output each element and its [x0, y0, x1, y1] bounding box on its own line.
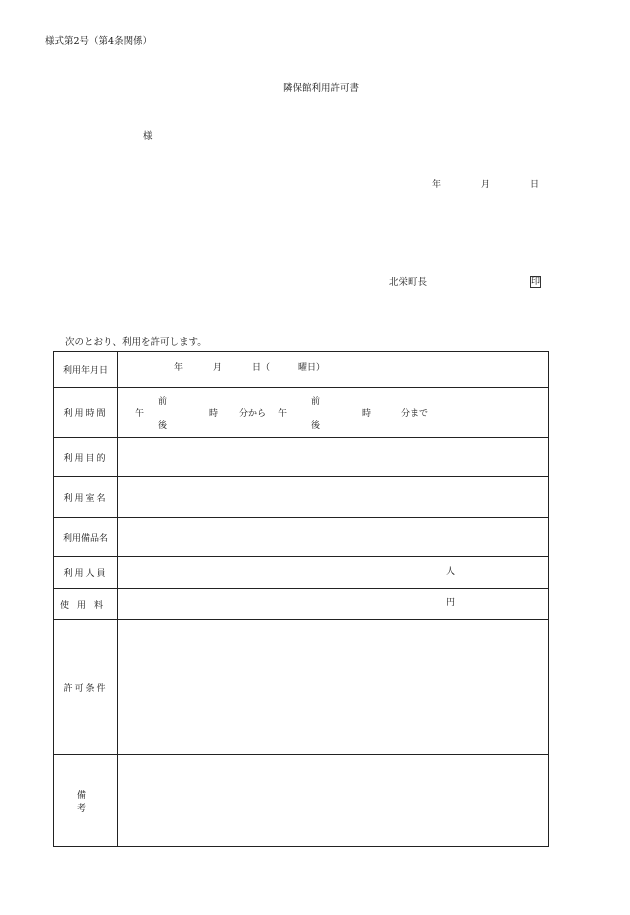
row-usage-date	[54, 352, 549, 388]
value-equipment	[118, 518, 549, 557]
issue-date-month: 月	[481, 180, 491, 190]
value-fee	[118, 589, 549, 620]
label-people: 利用人員	[54, 557, 118, 589]
label-purpose: 利用目的	[54, 438, 118, 477]
row-usage-time	[54, 388, 549, 438]
label-usage-time: 利用時間	[54, 388, 118, 438]
row-fee	[54, 589, 549, 620]
addressee-suffix: 様	[143, 131, 153, 142]
value-conditions	[118, 620, 549, 755]
issue-date-day: 日	[530, 180, 540, 190]
intro-text: 次のとおり、利用を許可します。	[65, 337, 207, 348]
label-fee: 使用料	[54, 589, 118, 620]
value-room	[118, 477, 549, 518]
row-people	[54, 557, 549, 589]
usage-date-year: 年	[174, 363, 184, 373]
time-end-am: 前	[311, 397, 321, 407]
usage-date-month: 月	[213, 363, 223, 373]
value-purpose	[118, 438, 549, 477]
label-remarks: 備考	[54, 755, 118, 847]
issue-date-year: 年	[432, 180, 442, 190]
usage-date-day: 日（	[252, 363, 271, 373]
time-start-hour: 時	[209, 409, 219, 419]
value-people	[118, 557, 549, 589]
row-equipment	[54, 518, 549, 557]
time-end-hour: 時	[362, 409, 372, 419]
label-usage-date: 利用年月日	[54, 352, 118, 388]
form-number: 様式第2号（第4条関係）	[45, 36, 153, 47]
row-purpose	[54, 438, 549, 477]
value-usage-date	[118, 352, 549, 388]
value-usage-time	[118, 388, 549, 438]
people-unit: 人	[446, 567, 456, 577]
time-start-noon: 午	[135, 409, 145, 419]
document-title: 隣保館利用許可書	[283, 83, 360, 94]
time-end-pm: 後	[311, 421, 321, 431]
seal-mark: 印	[531, 277, 541, 287]
label-room: 利用室名	[54, 477, 118, 518]
row-remarks	[54, 755, 549, 847]
time-end-minute-until: 分まで	[401, 409, 429, 419]
issuer-name: 北栄町長	[389, 277, 428, 288]
row-room	[54, 477, 549, 518]
usage-date-weekday: 曜日）	[298, 363, 326, 373]
row-conditions	[54, 620, 549, 755]
label-equipment: 利用備品名	[54, 518, 118, 557]
permit-table	[53, 351, 549, 847]
time-start-pm: 後	[158, 421, 168, 431]
time-start-minute-from: 分から	[239, 409, 267, 419]
fee-unit: 円	[446, 598, 456, 608]
value-remarks	[118, 755, 549, 847]
time-end-noon: 午	[278, 409, 288, 419]
time-start-am: 前	[158, 397, 168, 407]
label-conditions: 許可条件	[54, 620, 118, 755]
